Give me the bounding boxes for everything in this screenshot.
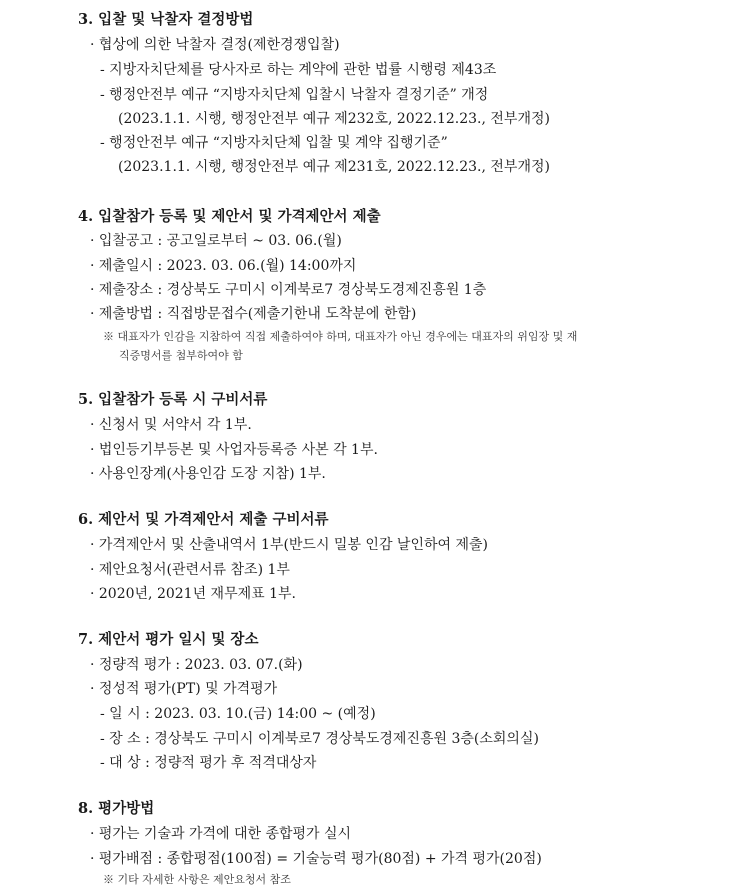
bullet-item: · 가격제안서 및 산출내역서 1부(반드시 밀봉 인감 날인하여 제출) — [90, 537, 488, 553]
sub-item-continuation: (2023.1.1. 시행, 행정안전부 예규 제232호, 2022.12.23., 전부개정) — [118, 111, 550, 127]
section-heading: 5. 입찰참가 등록 시 구비서류 — [78, 391, 268, 408]
bullet-item: · 제안요청서(관련서류 참조) 1부 — [90, 562, 290, 578]
sub-item: - 지방자치단체를 당사자로 하는 계약에 관한 법률 시행령 제43조 — [100, 62, 497, 78]
bullet-item: · 법인등기부등본 및 사업자등록증 사본 각 1부. — [90, 442, 378, 458]
bullet-item: · 협상에 의한 낙찰자 결정(제한경쟁입찰) — [90, 37, 340, 53]
section-heading: 8. 평가방법 — [78, 800, 155, 817]
section-heading: 3. 입찰 및 낙찰자 결정방법 — [78, 11, 254, 28]
note-text: 직증명서를 첨부하여야 함 — [119, 349, 243, 362]
sub-item: - 행정안전부 예규 “지방자치단체 입찰시 낙찰자 결정기준” 개정 — [100, 87, 489, 103]
bullet-item: · 정성적 평가(PT) 및 가격평가 — [90, 681, 278, 697]
bullet-item: · 사용인장계(사용인감 도장 지참) 1부. — [90, 466, 326, 482]
note-text: ※ 기타 자세한 사항은 제안요청서 참조 — [103, 873, 291, 886]
sub-item: - 일 시 : 2023. 03. 10.(금) 14:00 ~ (예정) — [100, 706, 376, 722]
bullet-item: · 2020년, 2021년 재무제표 1부. — [90, 586, 296, 602]
bullet-item: · 제출일시 : 2023. 03. 06.(월) 14:00까지 — [90, 258, 357, 274]
bullet-item: · 평가배점 : 종합평점(100점) = 기술능력 평가(80점) + 가격 평가(20점) — [90, 851, 542, 867]
bullet-item: · 정량적 평가 : 2023. 03. 07.(화) — [90, 657, 303, 673]
bullet-item: · 제출장소 : 경상북도 구미시 이계북로7 경상북도경제진흥원 1층 — [90, 282, 487, 298]
sub-item: - 대 상 : 정량적 평가 후 적격대상자 — [100, 755, 317, 771]
section-heading: 6. 제안서 및 가격제안서 제출 구비서류 — [78, 511, 329, 528]
note-text: ※ 대표자가 인감을 지참하여 직접 제출하여야 하며, 대표자가 아닌 경우에는 대표자의 위임장 및 재 — [103, 330, 578, 343]
section-heading: 4. 입찰참가 등록 및 제안서 및 가격제안서 제출 — [78, 208, 381, 225]
bullet-item: · 제출방법 : 직접방문접수(제출기한내 도착분에 한함) — [90, 306, 417, 322]
section-heading: 7. 제안서 평가 일시 및 장소 — [78, 631, 259, 648]
bullet-item: · 평가는 기술과 가격에 대한 종합평가 실시 — [90, 826, 352, 842]
bullet-item: · 입찰공고 : 공고일로부터 ~ 03. 06.(월) — [90, 233, 342, 249]
sub-item: - 장 소 : 경상북도 구미시 이계북로7 경상북도경제진흥원 3층(소회의실) — [100, 731, 539, 747]
bullet-item: · 신청서 및 서약서 각 1부. — [90, 417, 252, 433]
sub-item-continuation: (2023.1.1. 시행, 행정안전부 예규 제231호, 2022.12.23., 전부개정) — [118, 159, 550, 175]
sub-item: - 행정안전부 예규 “지방자치단체 입찰 및 계약 집행기준” — [100, 135, 448, 151]
